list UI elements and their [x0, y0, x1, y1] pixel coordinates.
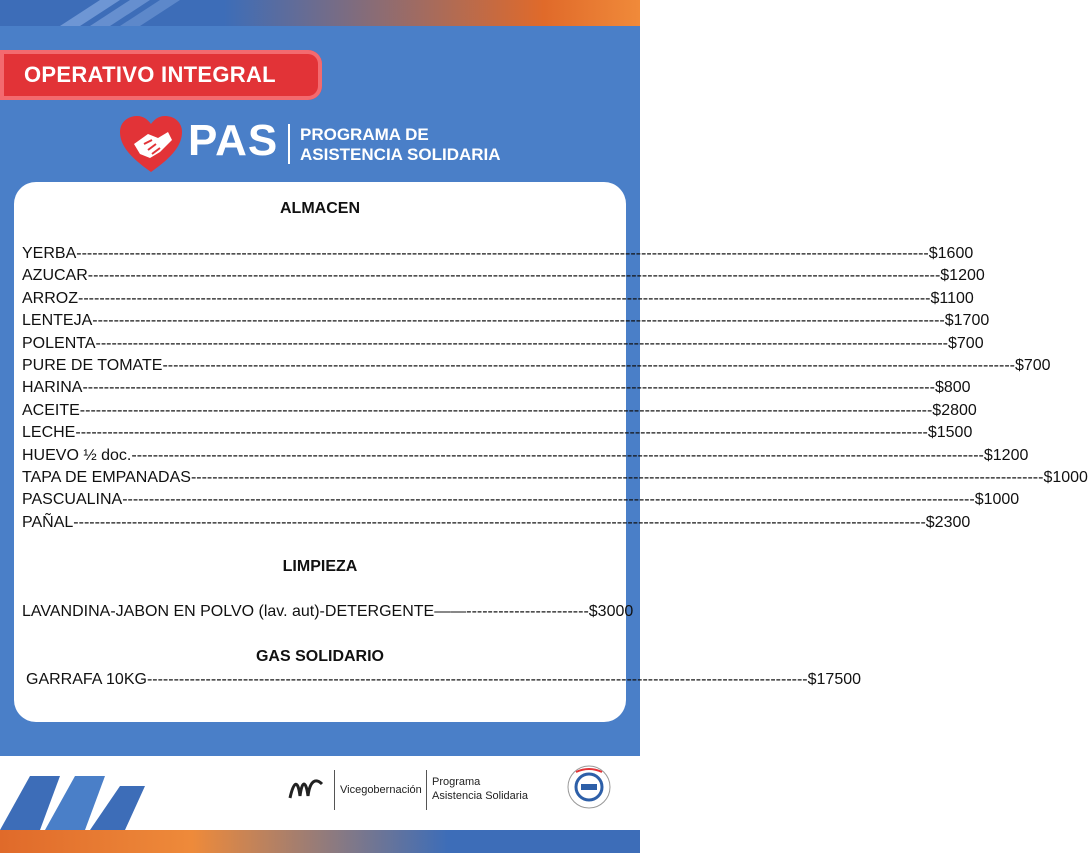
- leader-dots: ----------------------------------------------------------------------------------------------------------------------------------------------------------------: [79, 401, 933, 419]
- leader-dots: ----------------------------------------------------------------------------------------------------------------------------------------------------------------: [190, 469, 1044, 486]
- price-row: [22, 243, 974, 265]
- leader-dots: ----------------------------------------------------------------------------------------------------------------------------------------------------------------: [75, 424, 928, 442]
- item-name: ARROZ: [22, 289, 78, 307]
- item-price: $3000: [588, 603, 634, 620]
- item-price: $700: [948, 334, 984, 352]
- price-list-card: [14, 182, 1088, 722]
- item-name: PASCUALINA: [22, 491, 123, 509]
- item-name: POLENTA: [22, 334, 96, 352]
- item-price: $1200: [940, 267, 985, 285]
- footer-divider-2: [426, 770, 427, 810]
- programa-line-2: Asistencia Solidaria: [432, 790, 528, 802]
- leader-dots: ----------------------------------------------------------------------------------------------------------------------------------------------------------------: [73, 513, 926, 531]
- item-name: TAPA DE EMPANADAS: [22, 469, 191, 486]
- footer-swoosh-graphic: [0, 756, 170, 830]
- leader-dots: ——-----------------------: [434, 603, 589, 620]
- price-row: [22, 489, 1020, 511]
- leader-dots: ----------------------------------------------------------------------------------------------------------------------------------------------------------------: [92, 312, 945, 330]
- item-name: PAÑAL: [22, 513, 74, 531]
- leader-dots: ----------------------------------------------------------------------------------------------------------------------------------------------------------------: [82, 379, 935, 397]
- price-row: [22, 265, 985, 287]
- item-price: $2300: [925, 513, 971, 531]
- item-price: $1100: [930, 289, 974, 307]
- item-price: $1200: [983, 446, 1029, 464]
- price-row: [22, 310, 990, 332]
- item-name: LENTEJA: [22, 312, 93, 330]
- item-name: PURE DE TOMATE: [22, 357, 163, 374]
- section-title-limpieza: LIMPIEZA: [282, 558, 358, 575]
- item-name: LECHE: [22, 424, 76, 442]
- camara-representantes-seal-icon: [566, 764, 612, 810]
- banner-title: OPERATIVO INTEGRAL: [24, 62, 276, 87]
- price-row: [26, 669, 862, 691]
- logo-divider: [288, 124, 290, 164]
- item-price: $1600: [928, 245, 974, 262]
- programa-label: [432, 775, 528, 803]
- price-row: [22, 445, 1029, 467]
- top-swoosh-graphic: [60, 0, 200, 26]
- leader-dots: ----------------------------------------------------------------------------------------------------------------------------: [146, 671, 808, 688]
- item-name: LAVANDINA-JABON EN POLVO (lav. aut)-DETERGENTE: [22, 603, 435, 620]
- item-price: $1000: [1043, 469, 1088, 486]
- price-row: [22, 377, 971, 399]
- price-row: [22, 288, 974, 310]
- vicegobernacion-label: Vicegobernación: [340, 784, 422, 796]
- item-price: $1700: [944, 312, 990, 330]
- item-price: $17500: [807, 671, 862, 688]
- program-line-2: ASISTENCIA SOLIDARIA: [300, 145, 501, 164]
- pas-logo-text: PAS: [188, 116, 279, 165]
- bottom-decorative-strip: [0, 830, 640, 853]
- vicegobernacion-logo-icon: [288, 774, 330, 804]
- price-row: [22, 467, 1088, 489]
- item-name: ACEITE: [22, 401, 80, 419]
- item-price: $1000: [974, 491, 1020, 509]
- item-name: GARRAFA 10KG: [26, 671, 147, 688]
- price-row: [22, 333, 984, 355]
- item-name: HARINA: [22, 379, 83, 397]
- program-name: [300, 125, 501, 165]
- leader-dots: ----------------------------------------------------------------------------------------------------------------------------------------------------------------: [131, 446, 984, 464]
- leader-dots: ----------------------------------------------------------------------------------------------------------------------------------------------------------------: [78, 289, 931, 307]
- item-name: HUEVO ½ doc.: [22, 446, 132, 464]
- price-row: [22, 512, 971, 534]
- leader-dots: ----------------------------------------------------------------------------------------------------------------------------------------------------------------: [87, 267, 941, 285]
- footer-divider-1: [334, 770, 335, 810]
- price-row: [22, 355, 1051, 377]
- item-price: $1500: [927, 424, 973, 442]
- leader-dots: ----------------------------------------------------------------------------------------------------------------------------------------------------------------: [162, 357, 1015, 374]
- price-row: [22, 400, 977, 422]
- item-price: $800: [934, 379, 971, 397]
- price-row: [22, 601, 634, 623]
- pas-heart-handshake-icon: [118, 114, 184, 176]
- section-title-gas: GAS SOLIDARIO: [255, 648, 384, 665]
- item-price: $700: [1014, 357, 1051, 374]
- program-line-1: PROGRAMA DE: [300, 125, 429, 144]
- leader-dots: ----------------------------------------------------------------------------------------------------------------------------------------------------------------: [122, 491, 975, 509]
- operativo-banner: [0, 50, 322, 100]
- price-row: [22, 422, 973, 444]
- programa-line-1: Programa: [432, 776, 481, 788]
- item-name: YERBA: [22, 245, 77, 262]
- item-name: AZUCAR: [22, 267, 88, 285]
- leader-dots: ----------------------------------------------------------------------------------------------------------------------------------------------------------------: [76, 245, 929, 262]
- item-price: $2800: [932, 401, 977, 419]
- section-title-almacen: ALMACEN: [280, 200, 360, 217]
- leader-dots: ----------------------------------------------------------------------------------------------------------------------------------------------------------------: [95, 334, 948, 352]
